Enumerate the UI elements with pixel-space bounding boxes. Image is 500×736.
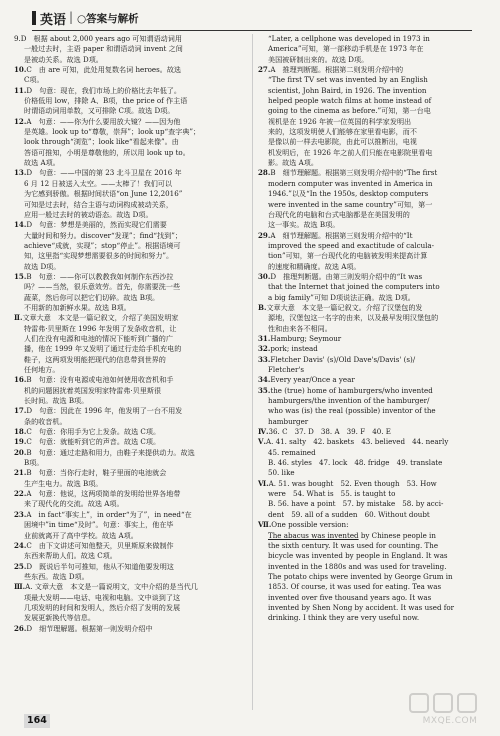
answer-text: helped people watch films at home instead of: [268, 96, 432, 106]
question-number: 27.: [258, 65, 271, 75]
answer-text: D 推理判断题。由第三则发明介绍中的“It was: [270, 271, 423, 281]
question-number: 23.: [14, 509, 27, 519]
question-number: 21.: [14, 468, 27, 478]
answer-text: pork; instead: [270, 344, 318, 354]
answer-text: 的速度和精确度。故选 A项。: [268, 261, 361, 271]
answer-text: 机发明后，在 1926 年之前人们只能在电影院里看电: [268, 147, 433, 157]
answer-line: [14, 148, 250, 158]
answer-text: D 既说后半句可推知，他从不知道他要发明这: [26, 561, 174, 571]
answer-line: [14, 603, 250, 613]
answer-line: [258, 200, 486, 210]
answer-text: 是像以前一样去电影院，由此可以推断出，电视: [268, 137, 417, 147]
answer-line: [258, 231, 486, 241]
answer-text: C 由下文讲述可知他整天，贝里斯原来做制作: [26, 540, 174, 550]
answer-text: C 由 are 可知，此处用复数名词 heroes。故选: [26, 65, 182, 75]
answer-line: [14, 427, 250, 437]
answer-text: bicycle was invented by people in England. It was: [268, 551, 448, 561]
question-number: 34.: [258, 375, 271, 385]
answer-line: [258, 386, 486, 396]
answer-line: [14, 44, 250, 54]
answer-text: 项最大发明——电话、电视和电脑。文中谈到了这: [24, 592, 181, 602]
answer-text: 鞋子，这两项发明能把现代的信息带到世界的: [24, 354, 166, 364]
answer-line: [258, 303, 486, 313]
answer-text: Fletcher Davis' (s)/Old Dave's/Davis' (s)/: [270, 354, 416, 364]
answer-text: A 句意：他说，这两项简单的发明给世界各地带: [26, 489, 181, 499]
answer-text: invented by Shen Nong by accident. It was used for: [268, 602, 455, 612]
watermark-logo: [404, 692, 496, 732]
answer-line: [14, 365, 250, 375]
answer-text: 1946.”以及“In the 1950s, desktop computers: [268, 189, 429, 199]
answer-line: [14, 613, 250, 623]
answer-text: C 句意：就能听到它的声音。故选 C项。: [26, 437, 161, 447]
answer-text: 发展更新换代等信息。: [24, 613, 95, 623]
answer-text: 45. remained: [268, 447, 316, 457]
answer-line: [258, 272, 486, 282]
answer-line: [258, 541, 486, 551]
question-number: Ⅶ.: [258, 520, 272, 530]
answer-line: [14, 582, 250, 592]
subject-title: 英语: [40, 13, 67, 28]
answer-line: [258, 437, 486, 447]
answer-text: B项。: [24, 458, 44, 468]
answer-line: [14, 282, 250, 292]
answer-line: [14, 127, 250, 137]
answer-text: 文章大意 本文是一篇记叙文。介绍了汉堡包的发: [266, 302, 423, 312]
answer-line: [14, 313, 250, 323]
answer-text: B 句意：——你可以教教我如何制作东西沙拉: [26, 271, 174, 281]
question-number: 29.: [258, 230, 271, 240]
answer-text: America”可知，第一部移动手机是在 1973 年在: [268, 44, 424, 54]
answer-line: [258, 210, 486, 220]
header-bar-mark: [32, 11, 36, 25]
answer-text: tion”可知，第一台现代化的电脑被发明来提高计算: [268, 251, 428, 261]
answer-text: 价格低用 low，排除 A、B项，the price of 作主语: [24, 96, 188, 106]
question-number: 32.: [258, 344, 271, 354]
answer-line: [14, 241, 250, 251]
answer-line: [14, 499, 250, 509]
answer-line: [14, 34, 250, 44]
answer-line: [14, 355, 250, 365]
answer-text: hamburgers/the invention of the hamburger/: [268, 396, 430, 406]
answer-line: [14, 303, 250, 313]
answer-text: 人们在没有电源和电池的情况下能听到广播的广: [24, 333, 173, 343]
answer-text: 几项发明的时间和发明人，然后介绍了发明的发展: [24, 602, 181, 612]
answer-text: 生产生电力。故选 B项。: [24, 478, 103, 488]
answer-text: 故选 D项。: [24, 261, 61, 271]
question-number: 30.: [258, 271, 271, 281]
left-column: [14, 34, 250, 634]
answer-text: 播，他在 1999 年又发明了通过行走给手机充电的: [24, 344, 182, 354]
question-number: B.: [258, 302, 267, 312]
answer-line: [258, 499, 486, 509]
answer-line: [258, 117, 486, 127]
answer-line: [14, 86, 250, 96]
question-number: 33.: [258, 354, 271, 364]
answer-text: Every year/Once a year: [270, 375, 355, 385]
answer-line: [14, 96, 250, 106]
answer-text: D 句意：梦想是美丽的，然而实现它们需要: [26, 220, 167, 230]
answer-line: [258, 106, 486, 116]
answer-text: 性和由来各不相同。: [268, 323, 332, 333]
answer-line: [258, 44, 486, 54]
question-number: 20.: [14, 447, 27, 457]
answer-text: 知，这里指“实现梦想需要很多的时间和努力”。: [24, 251, 174, 261]
answer-line: [14, 324, 250, 334]
answer-line: [258, 262, 486, 272]
question-number: 24.: [14, 540, 27, 550]
answer-line: [258, 572, 486, 582]
question-number: 22.: [14, 489, 27, 499]
answer-line: [258, 65, 486, 75]
answer-line: [14, 106, 250, 116]
answer-line: [14, 231, 250, 241]
answer-line: [258, 427, 486, 437]
answer-text: D 句意：现在，我们市场上的价格比去年低了。: [26, 85, 181, 95]
question-number: Ⅱ.: [14, 313, 23, 323]
answer-line: [258, 241, 486, 251]
question-number: 14.: [14, 220, 27, 230]
answer-line: [258, 334, 486, 344]
header-separator: |: [69, 10, 74, 24]
answer-text: who was (is) the real (possible) inventor of the: [268, 406, 436, 416]
answer-text: drinking. I think they are very useful now.: [268, 613, 420, 623]
answer-line: [258, 531, 486, 541]
answer-text: 文章大意 本文是一篇记叙文，介绍了美国发明家: [22, 313, 179, 323]
answer-text: going to the cinema as before.”可知，第一台电: [268, 106, 431, 116]
question-number: 11.: [14, 85, 27, 95]
answer-text: Hamburg; Seymour: [270, 333, 342, 343]
right-column: [258, 34, 486, 624]
answer-text: The potato chips were invented by George Grum in: [268, 571, 453, 581]
answer-line: [258, 396, 486, 406]
answer-line: [14, 396, 250, 406]
answer-line: [14, 251, 250, 261]
answer-text: A. 文章大意 本文是一篇说明文，文中介绍的是当代几: [25, 582, 198, 592]
answer-text: achieve“成就，实现”；stop“停止”。根据语境可: [24, 240, 181, 250]
answer-line: [258, 34, 486, 44]
answer-text: 36. C 37. D 38. A 39. F 40. E: [268, 427, 391, 437]
answer-text: B. 56. have a point 57. by mistake 58. by acci-: [268, 499, 444, 509]
answer-line: [258, 179, 486, 189]
answer-line: [258, 468, 486, 478]
answer-line: [14, 65, 250, 75]
answer-line: [14, 489, 250, 499]
answer-line: [14, 158, 250, 168]
answer-line: [258, 448, 486, 458]
answer-line: [258, 603, 486, 613]
answer-text: 东西来帮助人们。故选 C项。: [24, 551, 117, 561]
answer-line: [258, 520, 486, 530]
answer-text: 时谓语动词用单数，又可排除 C项。故选 D项。: [24, 106, 175, 116]
question-number: Ⅴ.: [258, 437, 266, 447]
question-number: 10.: [14, 65, 27, 75]
answer-text: 特雷弗·贝里斯在 1996 年发明了发条收音机，让: [24, 323, 177, 333]
answer-line: [14, 386, 250, 396]
answer-line: [14, 572, 250, 582]
question-number: 28.: [258, 168, 271, 178]
answer-line: [14, 562, 250, 572]
answer-text: 美国被研制出来的。故选 D项。: [268, 54, 369, 64]
column-divider: [252, 34, 253, 710]
answer-line: [258, 189, 486, 199]
answer-text: D 句意：——中国的第 23 北斗卫星在 2016 年: [26, 168, 182, 178]
question-number: 25.: [14, 561, 27, 571]
answer-line: [258, 55, 486, 65]
answer-text: 这一事实。故选 B项。: [268, 220, 340, 230]
answer-line: [258, 282, 486, 292]
answer-text: 是英雄。look up to“尊敬，崇拜”；look up“查字典”；: [24, 127, 201, 137]
answer-text: 应用一般过去时的被动语态。故选 D项。: [24, 209, 153, 219]
answer-line: [14, 344, 250, 354]
answer-text: A 推理判断题。根据第二则发明介绍中的: [270, 65, 404, 75]
answer-text: modern computer was invented in America in: [268, 178, 433, 188]
answer-text: B 细节理解题。根据第三则发明介绍中的“The first: [270, 168, 438, 178]
answer-line: [14, 179, 250, 189]
answer-line: [14, 189, 250, 199]
answer-text: 业前就离开了高中学校。故选 A项。: [24, 530, 138, 540]
page-header: [32, 8, 472, 31]
answer-line: [258, 86, 486, 96]
answer-line: [258, 479, 486, 489]
answer-text: A in fact“事实上”，in order“为了”，in need“在: [26, 509, 192, 519]
answer-line: [14, 375, 250, 385]
answer-text: B 句意：没有电源或电池如何使用收音机和手: [26, 375, 174, 385]
answer-line: [258, 220, 486, 230]
answer-text: 是被动关系。故选 D项。: [24, 54, 103, 64]
answer-line: [258, 417, 486, 427]
answer-text: 来了现代化的交流。故选 A项。: [24, 499, 124, 509]
answer-line: [258, 168, 486, 178]
answer-line: [14, 468, 250, 478]
section-title: ○答案与解析: [77, 13, 139, 25]
answer-line: [258, 324, 486, 334]
answer-line: [14, 406, 250, 416]
answer-text: invented over five thousand years ago. It was: [268, 592, 432, 602]
answer-text: C 句意：你用手为它上发条。故选 C项。: [26, 427, 161, 437]
answer-text: A 细节理解题。根据第三则发明介绍中的“It: [270, 230, 413, 240]
answer-line: [14, 210, 250, 220]
question-number: 18.: [14, 427, 27, 437]
answer-text: 任何地方。: [24, 365, 60, 374]
answer-line: [14, 137, 250, 147]
answer-text: D 细节理解题。根据第一则发明介绍中: [26, 623, 153, 633]
answer-line: [14, 293, 250, 303]
answer-line: [258, 375, 486, 385]
question-number: Ⅵ.: [258, 478, 269, 488]
answer-line: [14, 272, 250, 282]
answer-text: 一般过去时，主语 paper 和谓语动词 invent 之间: [24, 44, 183, 54]
answer-line: [14, 593, 250, 603]
answer-line: [14, 531, 250, 541]
answer-line: [258, 344, 486, 354]
question-number: Ⅲ.: [14, 582, 26, 592]
answer-text: 答语可推知，小明是尊敬他的，所以用 look up to。: [24, 147, 190, 157]
watermark-text: MXQE.COM: [422, 716, 478, 726]
answer-line: [14, 437, 250, 447]
question-number: Ⅳ.: [258, 427, 269, 437]
answer-line: [258, 355, 486, 365]
question-number: 31.: [258, 333, 271, 343]
answer-line: [258, 137, 486, 147]
answer-line: [258, 251, 486, 261]
answer-line: [258, 562, 486, 572]
answer-text: hamburger: [268, 416, 309, 426]
answer-text: that the Internet that joined the computers into: [268, 282, 440, 292]
answer-text: The abacus was invented by Chinese people in: [268, 530, 436, 540]
answer-text: 大量时间和努力。discover“发现”；find“找到”；: [24, 230, 182, 240]
answer-text: 长时间。故选 B项。: [24, 396, 89, 406]
answer-text: dent 59. all of a sudden 60. Without doubt: [268, 509, 430, 519]
answer-text: 1853. Of course, it was used for eating. Tea was: [268, 582, 442, 592]
answer-line: [14, 510, 250, 520]
answer-text: 吗？——当然，很乐意效劳。首先，你需要洗一些: [24, 282, 181, 292]
answer-line: [258, 75, 486, 85]
answer-line: [258, 510, 486, 520]
answer-line: [258, 293, 486, 303]
page-number: 164: [24, 714, 50, 728]
answer-line: [14, 458, 250, 468]
answer-line: [258, 593, 486, 603]
answer-text: 视机是在 1926 年被一位英国的科学家发明出: [268, 116, 412, 126]
question-number: 16.: [14, 375, 27, 385]
answer-line: [14, 117, 250, 127]
answer-line: [258, 365, 486, 375]
answer-line: [14, 417, 250, 427]
answer-line: [258, 582, 486, 592]
answer-text: A 句意：——你为什么要用放大镜？——因为他: [26, 116, 181, 126]
question-number: 13.: [14, 168, 27, 178]
answer-text: 6 月 12 日被送入太空。——太棒了！我们可以: [24, 178, 172, 188]
answer-text: B 句意：当你行走时，鞋子里面的电池就会: [26, 468, 167, 478]
answer-text: C项。: [24, 75, 44, 85]
answer-text: were 54. What is 55. is taught to: [268, 489, 396, 499]
watermark-icon: [404, 692, 496, 718]
answer-line: [14, 551, 250, 561]
question-number: 26.: [14, 623, 27, 633]
answer-text: look through“浏览”；look like“看起来像”。由: [24, 137, 179, 147]
answer-text: A. 51. was bought 52. Even though 53. How: [268, 478, 437, 488]
answer-line: [258, 406, 486, 416]
answer-line: [14, 200, 250, 210]
answer-line: [14, 624, 250, 634]
question-number: 17.: [14, 406, 27, 416]
answer-line: [258, 96, 486, 106]
answer-text: 来的，这项发明使人们能够在家里看电影，而不: [268, 127, 417, 137]
answer-line: [258, 613, 486, 623]
answer-text: 影。故选 A项。: [268, 158, 318, 168]
answer-line: [258, 313, 486, 323]
answer-text: 源地，汉堡包这一名字的由来，以及最早发明汉堡包的: [268, 313, 439, 323]
answer-line: [14, 520, 250, 530]
answer-line: [258, 158, 486, 168]
answer-line: [14, 262, 250, 272]
answer-text: 为它感到骄傲。根据时间状语“on June 12,2016”: [24, 189, 183, 199]
answer-text: A. 41. salty 42. baskets 43. believed 44. nearly: [265, 437, 449, 447]
answer-text: 些东西。故选 D项。: [24, 571, 89, 581]
answer-line: [14, 75, 250, 85]
answer-line: [258, 489, 486, 499]
answer-text: a big family”可知 D项说法正确。故选 D项。: [268, 292, 415, 302]
answer-line: [258, 148, 486, 158]
answer-line: [14, 479, 250, 489]
answer-line: [258, 458, 486, 468]
answer-text: 50. like: [268, 468, 295, 478]
question-number: 35.: [258, 385, 271, 395]
answer-text: B. 46. styles 47. lock 48. fridge 49. translate: [268, 458, 443, 468]
answer-text: B 句意：通过走路和用力，由鞋子来提供动力。故选: [26, 447, 195, 457]
question-number: 12.: [14, 116, 27, 126]
answer-text: improved the speed and exactitude of calcula-: [268, 240, 435, 250]
answer-line: [14, 334, 250, 344]
question-number: 19.: [14, 437, 27, 447]
answer-text: 不用新的加新鲜水果。故选 B项。: [24, 302, 131, 312]
question-number: 15.: [14, 271, 27, 281]
answer-text: 9.D 根据 about 2,000 years ago 可知谓语动词用: [14, 34, 182, 43]
answer-text: 故选 A项。: [24, 158, 60, 168]
answer-text: were invented in the same country”可知，第一: [268, 199, 433, 209]
answer-text: 机的问题困扰着英国发明家特雷弗·贝里斯很: [24, 385, 162, 395]
answer-text: scientist, John Baird, in 1926. The invention: [268, 85, 427, 95]
answer-text: “The first TV set was invented by an English: [268, 75, 428, 85]
answer-text: Fletcher's: [268, 365, 304, 374]
answer-text: 蔬菜，然后你可以把它们切碎。故选 B项。: [24, 292, 160, 302]
answer-text: the (true) home of hamburgers/who invented: [270, 385, 433, 395]
answer-line: [14, 55, 250, 65]
answer-line: [14, 220, 250, 230]
answer-text: 可知是过去时，结合主语与动词构成被动关系，: [24, 199, 173, 209]
answer-text: “Later, a cellphone was developed in 1973 in: [268, 34, 430, 43]
answer-line: [14, 168, 250, 178]
answer-text: the sixth century. It was used for counting. The: [268, 540, 439, 550]
answer-line: [258, 127, 486, 137]
answer-text: 条的收音机。: [24, 416, 67, 426]
answer-line: [14, 448, 250, 458]
answer-text: 困境中”in time“及时”。句意：事实上，他在毕: [24, 520, 174, 530]
answer-line: [14, 541, 250, 551]
answer-text: D 句意：因此在 1996 年，他发明了一台不用发: [26, 406, 183, 416]
answer-line: [258, 551, 486, 561]
answer-text: 台现代化的电脑和台式电脑都是在美国发明的: [268, 209, 410, 219]
answer-text: One possible version:: [271, 520, 349, 530]
answer-text: invented in the 1880s and was used for traveling.: [268, 561, 447, 571]
